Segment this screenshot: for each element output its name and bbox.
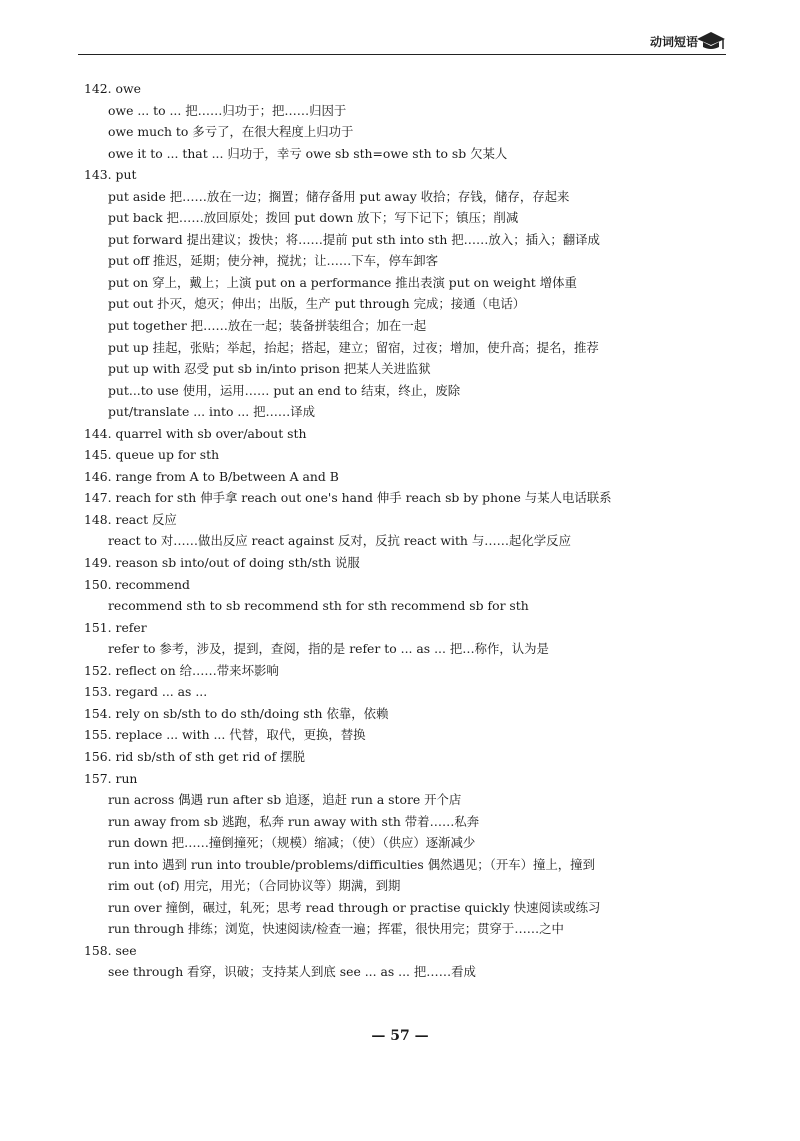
phrase-line: recommend sth to sb recommend sth for sth recommend sb for sth <box>108 598 529 614</box>
phrase-line: run through 排练；浏览，快速阅读/检查一遍；挥霍，很快用完；贯穿于……之中 <box>108 921 564 937</box>
phrase-line: put back 把……放回原处；拨回 put down 放下；写下记下；镇压；削减 <box>108 210 519 226</box>
phrase-line: react to 对……做出反应 react against 反对，反抗 react with 与……起化学反应 <box>108 533 571 549</box>
phrase-line: put aside 把……放在一边；搁置；储存备用 put away 收拾；存钱，储存，存起来 <box>108 188 570 204</box>
phrase-line: run across 偶遇 run after sb 追逐，追赶 run a store 开个店 <box>108 792 462 808</box>
entry-heading: 153. regard ... as ... <box>84 684 208 700</box>
entry-heading: 142. owe <box>84 81 141 96</box>
graduation-cap-icon <box>696 30 726 52</box>
header-divider <box>78 54 726 55</box>
phrase-line: put out 扑灭，熄灭；伸出；出版，生产 put through 完成；接通（电话） <box>108 296 526 312</box>
phrase-line: put forward 提出建议；拨快；将……提前 put sth into sth 把……放入；插入；翻译成 <box>108 231 600 247</box>
entry-heading: 151. refer <box>84 619 147 635</box>
entry-heading: 158. see <box>84 942 137 958</box>
phrase-line: run into 遇到 run into trouble/problems/difficulties 偶然遇见；（开车）撞上，撞到 <box>108 856 595 872</box>
phrase-line: run down 把……撞倒撞死；（规模）缩减；（使）（供应）逐渐减少 <box>108 835 476 851</box>
phrase-line: put up with 忍受 put sb in/into prison 把某人关进监狱 <box>108 361 431 377</box>
entry-heading: 143. put <box>84 167 137 183</box>
entry-heading: 149. reason sb into/out of doing sth/sth 说服 <box>84 555 360 571</box>
section-header-label: 动词短语 <box>649 35 698 49</box>
entry-heading: 157. run <box>84 770 138 786</box>
phrase-line: put/translate ... into ... 把……译成 <box>108 404 316 420</box>
phrase-line: run over 撞倒，碾过，轧死；思考 read through or practise quickly 快速阅读或练习 <box>108 899 601 915</box>
phrase-line: owe it to ... that ... 归功于，幸亏 owe sb sth=owe sth to sb 欠某人 <box>108 145 508 161</box>
entry-heading: 148. react 反应 <box>84 511 177 527</box>
entry-heading: 155. replace ... with ... 代替，取代，更换，替换 <box>84 727 366 743</box>
phrase-line: put together 把……放在一起；装备拼装组合；加在一起 <box>108 318 427 334</box>
phrase-line: owe ... to ... 把……归功于；把……归因于 <box>108 102 347 118</box>
entry-heading: 144. quarrel with sb over/about sth <box>84 425 307 441</box>
phrase-line: put on 穿上，戴上；上演 put on a performance 推出表演 put on weight 增体重 <box>108 274 577 290</box>
phrase-list <box>84 78 724 983</box>
entry-heading: 150. recommend <box>84 576 190 592</box>
page-number: — 57 — <box>371 1028 429 1044</box>
phrase-line: refer to 参考，涉及，提到，查阅，指的是 refer to ... as ... 把…称作，认为是 <box>108 641 549 657</box>
entry-heading: 147. reach for sth 伸手拿 reach out one's hand 伸手 reach sb by phone 与某人电话联系 <box>84 490 612 506</box>
entry-heading: 152. reflect on 给……带来坏影响 <box>84 662 279 678</box>
phrase-line: put up 挂起，张贴；举起，抬起；搭起，建立；留宿，过夜；增加，使升高；提名，推荐 <box>108 339 599 355</box>
phrase-line: run away from sb 逃跑，私奔 run away with sth 带着……私奔 <box>108 813 480 829</box>
phrase-line: see through 看穿，识破；支持某人到底 see ... as ... 把……看成 <box>108 964 476 980</box>
phrase-line: put off 推迟，延期；使分神，搅扰；让……下车，停车卸客 <box>108 253 439 269</box>
phrase-line: rim out (of) 用完，用光；（合同协议等）期满，到期 <box>108 878 401 894</box>
phrase-line: put...to use 使用，运用…… put an end to 结束，终止，废除 <box>108 382 461 398</box>
entry-heading: 145. queue up for sth <box>84 447 220 463</box>
entry-heading: 154. rely on sb/sth to do sth/doing sth 依靠，依赖 <box>84 705 389 721</box>
entry-heading: 156. rid sb/sth of sth get rid of 摆脱 <box>84 748 305 764</box>
phrase-line: owe much to 多亏了，在很大程度上归功于 <box>108 124 354 140</box>
entry-heading: 146. range from A to B/between A and B <box>84 468 339 484</box>
